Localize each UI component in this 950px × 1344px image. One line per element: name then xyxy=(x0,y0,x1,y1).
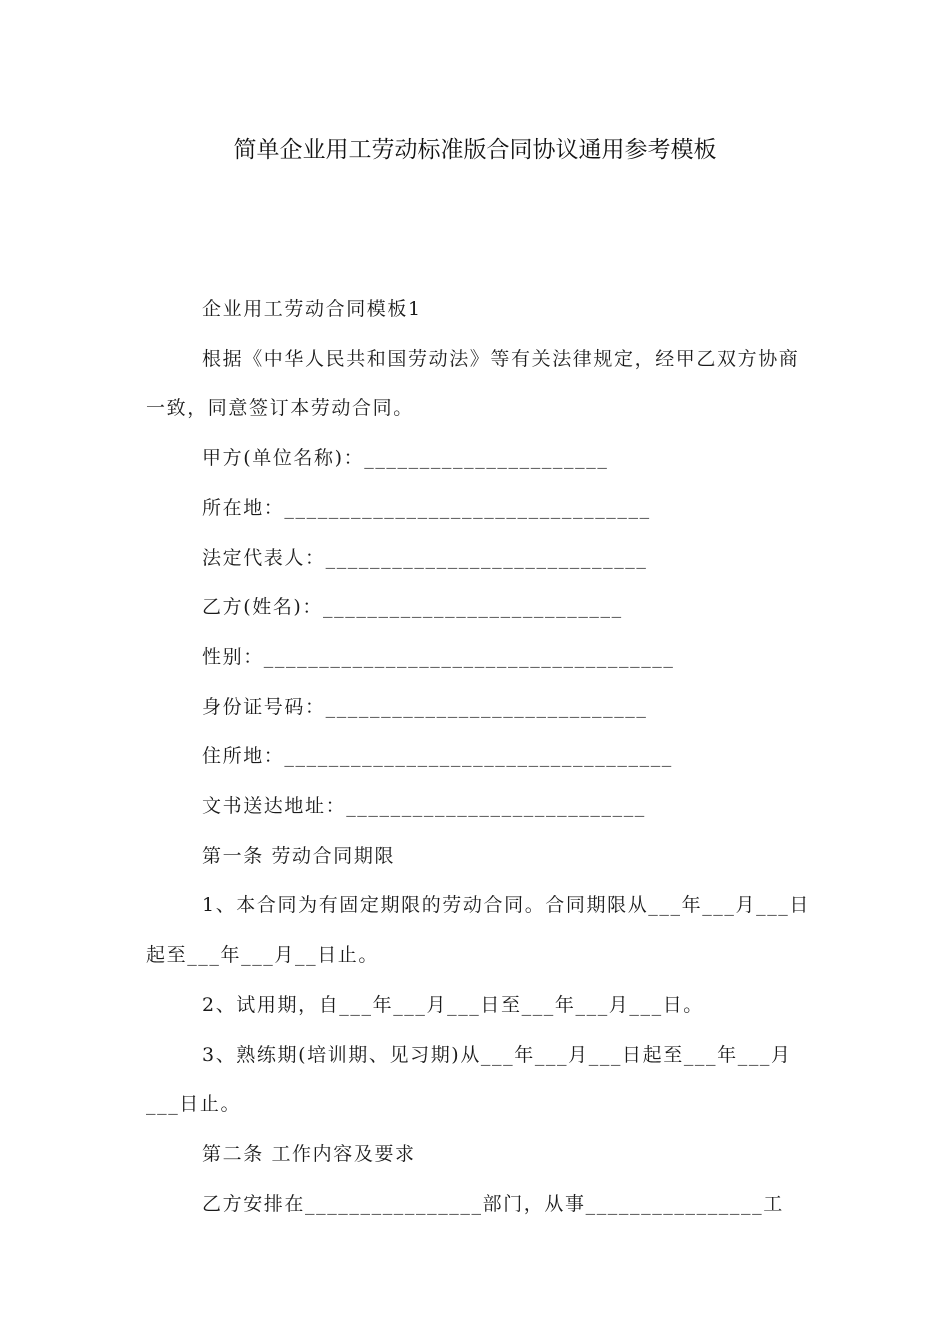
section-heading: 企业用工劳动合同模板1 xyxy=(202,298,422,320)
field-party-b-name: 乙方(姓名)：___________________________ xyxy=(202,596,623,619)
page-title: 简单企业用工劳动标准版合同协议通用参考模板 xyxy=(233,137,717,163)
field-residence: 住所地：___________________________________ xyxy=(202,745,673,768)
article-1-clause-2: 2、试用期，自___年___月___日至___年___月___日。 xyxy=(202,993,704,1016)
field-gender: 性别：_____________________________________ xyxy=(202,645,675,668)
field-location: 所在地：_________________________________ xyxy=(202,496,651,519)
field-service-address: 文书送达地址：___________________________ xyxy=(202,795,646,818)
article-1-clause-3: 3、熟练期(培训期、见习期)从___年___月___日起至___年___月___日止。 xyxy=(146,1043,792,1116)
field-id-number: 身份证号码：_____________________________ xyxy=(202,695,648,718)
field-party-a-name: 甲方(单位名称)：______________________ xyxy=(202,447,609,470)
article-1-clause-1: 1、本合同为有固定期限的劳动合同。合同期限从___年___月___日起至___年___月__日止。 xyxy=(146,894,810,967)
article-2-paragraph: 乙方安排在________________部门，从事________________工 xyxy=(202,1192,784,1215)
article-1-heading: 第一条 劳动合同期限 xyxy=(202,844,396,867)
intro-paragraph: 根据《中华人民共和国劳动法》等有关法律规定，经甲乙双方协商一致，同意签订本劳动合同。 xyxy=(146,347,800,420)
document-body xyxy=(146,285,810,1229)
field-legal-representative: 法定代表人：_____________________________ xyxy=(202,546,648,569)
article-2-heading: 第二条 工作内容及要求 xyxy=(202,1142,416,1165)
